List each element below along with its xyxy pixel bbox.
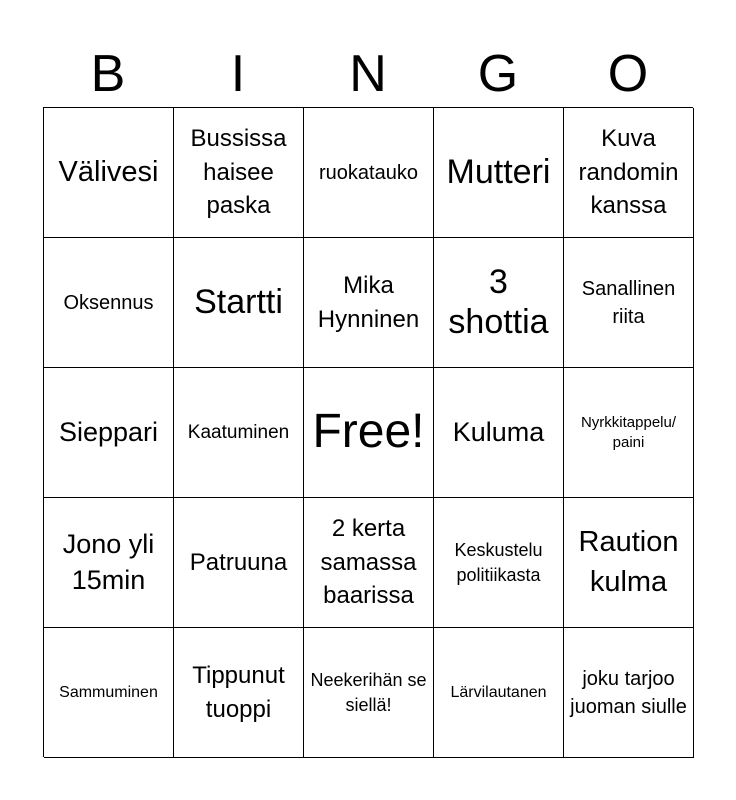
cell-text: Välivesi xyxy=(58,155,159,188)
cell-text: ruokatauko xyxy=(319,161,418,184)
bingo-cell[interactable] xyxy=(304,238,434,368)
bingo-cell[interactable] xyxy=(304,108,434,238)
cell-text: joku tarjoo juoman siulle xyxy=(570,667,687,718)
free-space-text: Free! xyxy=(312,405,425,459)
bingo-cell[interactable] xyxy=(44,498,174,628)
cell-text: Kuva randomin kanssa xyxy=(578,125,679,220)
bingo-header xyxy=(43,40,693,108)
free-space-cell[interactable] xyxy=(304,368,434,498)
bingo-cell[interactable] xyxy=(564,238,694,368)
bingo-cell[interactable] xyxy=(564,498,694,628)
cell-text: Startti xyxy=(194,282,283,321)
bingo-cell[interactable] xyxy=(174,238,304,368)
header-letter-b: B xyxy=(90,45,126,103)
bingo-cell[interactable] xyxy=(44,628,174,758)
bingo-cell[interactable] xyxy=(434,108,564,238)
cell-text: Bussissa haisee paska xyxy=(190,125,287,220)
bingo-cell[interactable] xyxy=(564,368,694,498)
bingo-cell[interactable] xyxy=(304,628,434,758)
bingo-cell[interactable] xyxy=(564,108,694,238)
cell-text: Mutteri xyxy=(446,152,551,191)
cell-text: Neekerihän se siellä! xyxy=(310,670,427,715)
cell-text: Lärvilautanen xyxy=(450,683,547,701)
cell-text: 2 kerta samassa baarissa xyxy=(320,515,417,610)
cell-text: Patruuna xyxy=(189,548,288,576)
cell-text: Kuluma xyxy=(452,416,545,447)
cell-text: Jono yli 15min xyxy=(62,529,155,595)
bingo-cell[interactable] xyxy=(44,368,174,498)
cell-text: Sanallinen riita xyxy=(581,277,676,328)
bingo-cell[interactable] xyxy=(44,108,174,238)
header-letter-g: G xyxy=(477,45,519,103)
cell-text: 3 shottia xyxy=(448,263,549,341)
header-letter-i: I xyxy=(230,45,246,103)
cell-text: Mika Hynninen xyxy=(317,271,420,333)
bingo-cell[interactable] xyxy=(434,238,564,368)
bingo-cell[interactable] xyxy=(174,368,304,498)
bingo-grid xyxy=(43,107,693,757)
bingo-cell[interactable] xyxy=(174,498,304,628)
bingo-cell[interactable] xyxy=(174,628,304,758)
bingo-cell[interactable] xyxy=(304,498,434,628)
cell-text: Raution kulma xyxy=(578,526,679,598)
cell-text: Oksennus xyxy=(63,291,154,314)
header-letter-o: O xyxy=(607,45,649,103)
cell-text: Keskustelu politiikasta xyxy=(454,540,543,585)
bingo-cell[interactable] xyxy=(564,628,694,758)
bingo-cell[interactable] xyxy=(44,238,174,368)
bingo-cell[interactable] xyxy=(434,368,564,498)
bingo-cell[interactable] xyxy=(434,498,564,628)
cell-text: Nyrkkitappelu/ paini xyxy=(580,414,677,451)
bingo-cell[interactable] xyxy=(174,108,304,238)
cell-text: Sammuminen xyxy=(59,683,158,701)
cell-text: Sieppari xyxy=(58,416,159,447)
cell-text: Kaatuminen xyxy=(187,421,290,443)
cell-text: Tippunut tuoppi xyxy=(192,661,285,723)
bingo-cell[interactable] xyxy=(434,628,564,758)
header-letter-n: N xyxy=(349,45,387,103)
